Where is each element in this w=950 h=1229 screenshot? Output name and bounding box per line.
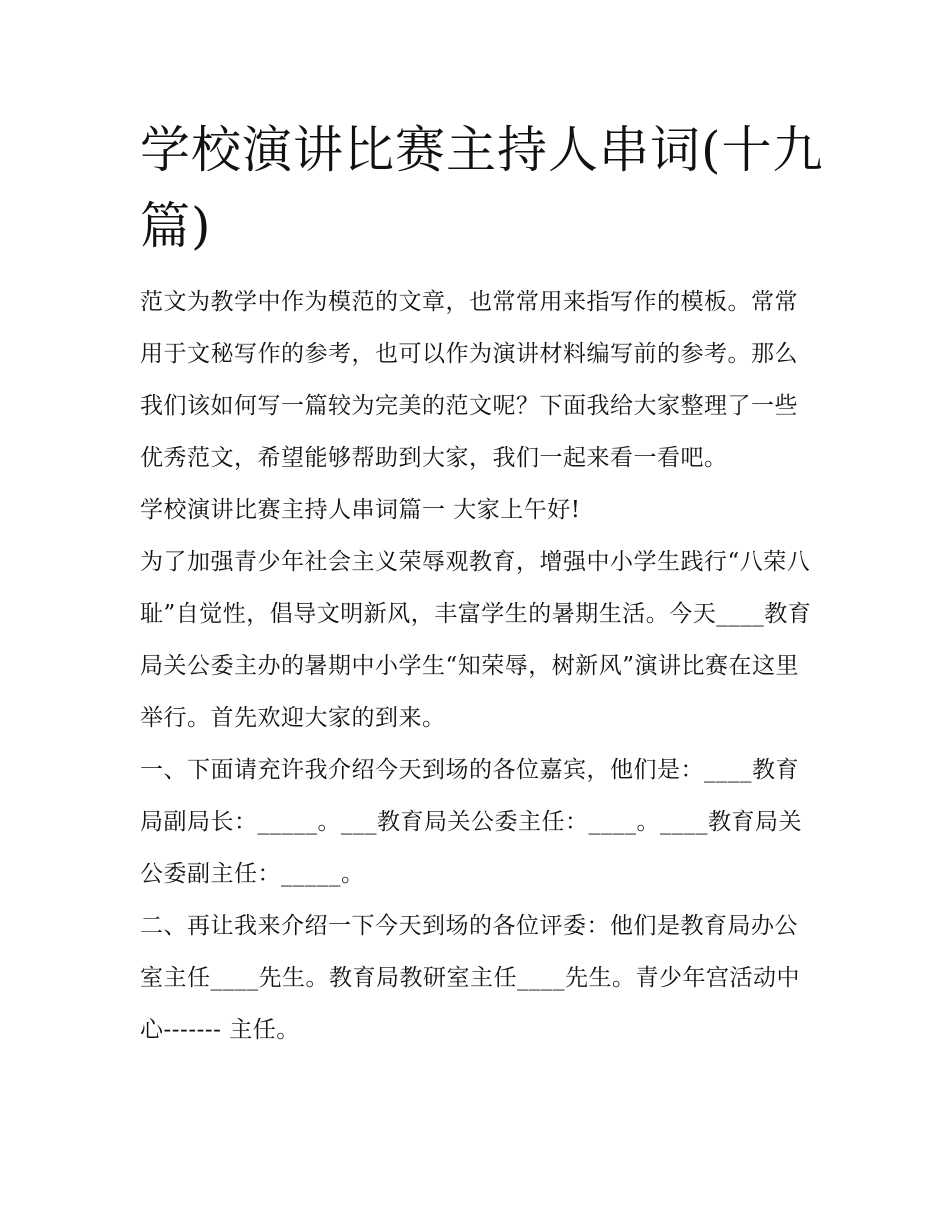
document-title: 学校演讲比赛主持人串词(十九篇) xyxy=(140,121,824,255)
judges-paragraph: 二、再让我来介绍一下今天到场的各位评委：他们是教育局办公室主任____先生。教育局教研室主任____先生。青少年宫活动中心------- 主任。 xyxy=(140,913,800,1043)
section-heading-paragraph: 学校演讲比赛主持人串词篇一 大家上午好! xyxy=(140,497,581,523)
opening-paragraph: 为了加强青少年社会主义荣辱观教育，增强中小学生践行“八荣八耻”自觉性，倡导文明新风，丰富学生的暑期生活。今天____教育局关公委主办的暑期中小学生“知荣辱，树新风”演讲比赛在这里举行。首先欢迎大家的到来。 xyxy=(140,549,812,731)
intro-paragraph: 范文为教学中作为模范的文章，也常常用来指写作的模板。常常用于文秘写作的参考，也可以作为演讲材料编写前的参考。那么我们该如何写一篇较为完美的范文呢？下面我给大家整理了一些优秀范文，希望能够帮助到大家，我们一起来看一看吧。 xyxy=(140,289,798,471)
document-body xyxy=(140,276,820,1056)
guests-paragraph: 一、下面请充许我介绍今天到场的各位嘉宾，他们是：____教育局副局长：_____。___教育局关公委主任：____。____教育局关公委副主任：_____。 xyxy=(140,757,802,887)
